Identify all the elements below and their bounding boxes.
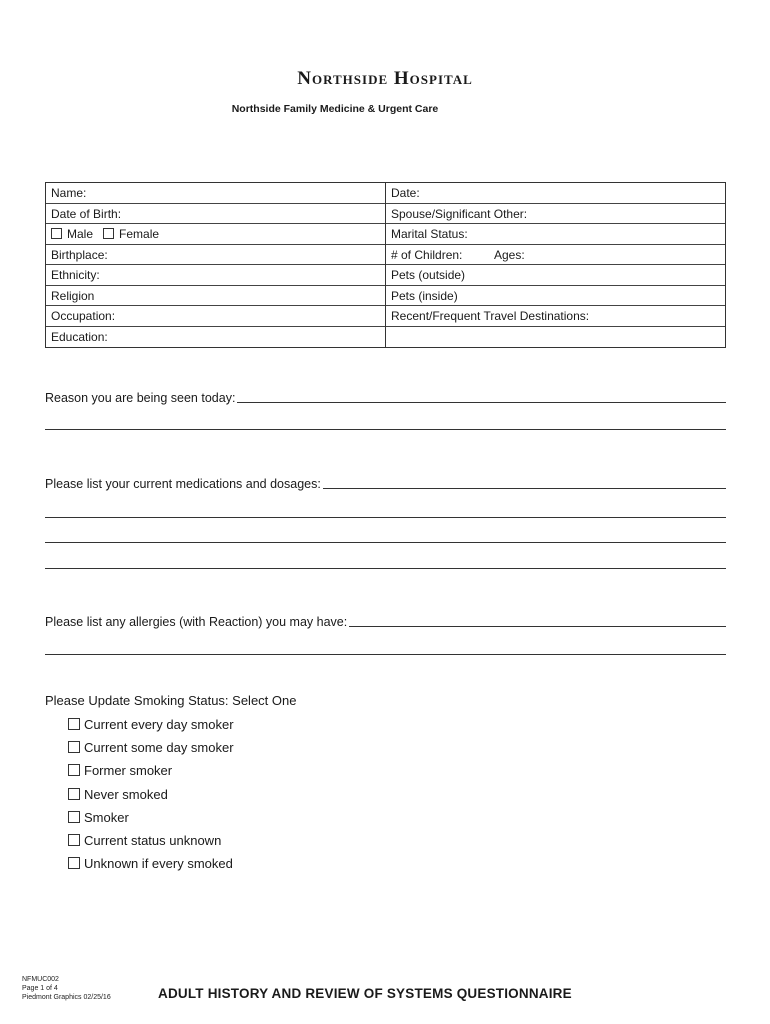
smoking-option[interactable]: Current some day smoker xyxy=(68,739,234,762)
smoking-checkbox[interactable] xyxy=(68,788,80,800)
pets-outside-field[interactable]: Pets (outside) xyxy=(386,265,725,286)
printer-info: Piedmont Graphics 02/25/16 xyxy=(22,994,111,1001)
male-checkbox[interactable] xyxy=(51,228,62,239)
footer-meta xyxy=(22,975,111,1002)
smoking-checkbox[interactable] xyxy=(68,764,80,776)
medications-question: Please list your current medications and dosages: xyxy=(45,477,726,491)
smoking-option[interactable]: Smoker xyxy=(68,809,234,832)
female-label: Female xyxy=(119,227,160,241)
form-code: NFMUC002 xyxy=(22,976,59,983)
hospital-title: Northside Hospital xyxy=(297,68,473,89)
spouse-field[interactable]: Spouse/Significant Other: xyxy=(386,204,725,225)
date-field[interactable]: Date: xyxy=(386,183,725,204)
smoking-options-list xyxy=(68,716,234,878)
smoking-option[interactable]: Current status unknown xyxy=(68,832,234,855)
medications-answer-line[interactable] xyxy=(323,488,726,489)
reason-question: Reason you are being seen today: xyxy=(45,391,726,405)
education-field[interactable]: Education: xyxy=(51,329,108,344)
allergies-answer-line[interactable] xyxy=(349,626,726,627)
ethnicity-field[interactable]: Ethnicity: xyxy=(46,265,385,286)
marital-status-field[interactable]: Marital Status: xyxy=(386,224,725,245)
smoking-checkbox[interactable] xyxy=(68,811,80,823)
smoking-status-title: Please Update Smoking Status: Select One xyxy=(45,693,297,708)
smoking-option[interactable]: Unknown if every smoked xyxy=(68,855,234,878)
children-label: # of Children: xyxy=(391,247,463,262)
reason-answer-line-2[interactable] xyxy=(45,429,726,430)
ages-label: Ages: xyxy=(494,247,525,262)
page-number: Page 1 of 4 xyxy=(22,985,58,992)
smoking-checkbox[interactable] xyxy=(68,741,80,753)
children-field[interactable] xyxy=(386,245,725,266)
smoking-option[interactable]: Never smoked xyxy=(68,786,234,809)
smoking-option[interactable]: Current every day smoker xyxy=(68,716,234,739)
empty-cell xyxy=(386,327,725,348)
gender-row xyxy=(46,224,385,245)
travel-field[interactable]: Recent/Frequent Travel Destinations: xyxy=(386,306,725,327)
medications-answer-line-2[interactable] xyxy=(45,517,726,518)
document-title: ADULT HISTORY AND REVIEW OF SYSTEMS QUESTIONNAIRE xyxy=(158,986,572,1001)
male-label: Male xyxy=(67,227,94,241)
reason-answer-line[interactable] xyxy=(237,402,726,403)
allergies-question: Please list any allergies (with Reaction) you may have: xyxy=(45,615,726,629)
clinic-subtitle: Northside Family Medicine & Urgent Care xyxy=(231,103,439,115)
religion-field[interactable]: Religion xyxy=(46,286,385,307)
medications-answer-line-3[interactable] xyxy=(45,542,726,543)
patient-info-table xyxy=(45,182,726,348)
female-checkbox[interactable] xyxy=(103,228,114,239)
smoking-checkbox[interactable] xyxy=(68,718,80,730)
smoking-option[interactable]: Former smoker xyxy=(68,762,234,785)
info-column-left xyxy=(46,183,386,347)
occupation-field[interactable]: Occupation: xyxy=(46,306,385,327)
smoking-checkbox[interactable] xyxy=(68,857,80,869)
name-field[interactable]: Name: xyxy=(46,183,385,204)
pets-inside-field[interactable]: Pets (inside) xyxy=(386,286,725,307)
allergies-answer-line-2[interactable] xyxy=(45,654,726,655)
dob-field[interactable]: Date of Birth: xyxy=(46,204,385,225)
smoking-checkbox[interactable] xyxy=(68,834,80,846)
birthplace-field[interactable]: Birthplace: xyxy=(46,245,385,266)
info-column-right xyxy=(386,183,725,347)
medications-answer-line-4[interactable] xyxy=(45,568,726,569)
